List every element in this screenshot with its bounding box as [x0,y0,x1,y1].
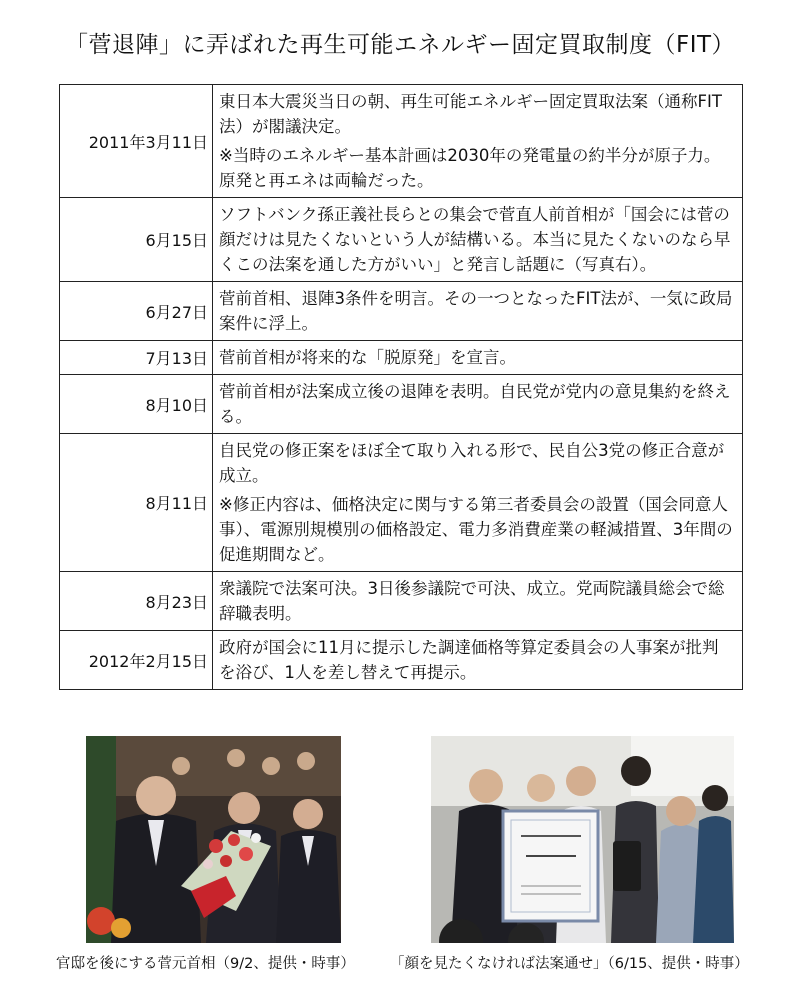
timeline-row [60,631,743,690]
page-title: 「菅退陣」に弄ばれた再生可能エネルギー固定買取制度（FIT） [64,32,736,58]
timeline-description [213,631,743,690]
photo-caption-left: 官邸を後にする菅元首相（9/2、提供・時事） [56,956,355,972]
timeline-row [60,282,743,341]
timeline-row [60,572,743,631]
timeline-row [60,434,743,572]
timeline-paragraph: 菅前首相が法案成立後の退陣を表明。自民党が党内の意見集約を終える。 [219,382,731,426]
timeline-description [213,375,743,434]
timeline-date: 8月11日 [60,434,213,572]
timeline-description [213,198,743,282]
timeline-date: 6月27日 [60,282,213,341]
timeline-paragraph: 菅前首相、退陣3条件を明言。その一つとなったFIT法が、一気に政局案件に浮上。 [219,289,733,333]
photo-kan-son-meeting [431,736,734,943]
timeline-description [213,572,743,631]
timeline-description [213,282,743,341]
photo-caption-right: 「顔を見たくなければ法案通せ」（6/15、提供・時事） [390,956,749,972]
timeline-paragraph: ソフトバンク孫正義社長らとの集会で菅直人前首相が「国会には菅の顔だけは見たくないという人が結構いる。本当に見たくないのなら早くこの法案を通した方がいい」と発言し話題に（写真右）。 [219,205,731,274]
timeline-paragraph: 衆議院で法案可決。3日後参議院で可決、成立。党両院議員総会で総辞職表明。 [219,579,725,623]
timeline-date: 8月23日 [60,572,213,631]
timeline-row [60,198,743,282]
timeline-date: 2011年3月11日 [60,85,213,198]
timeline-paragraph: ※当時のエネルギー基本計画は2030年の発電量の約半分が原子力。原発と再エネは両輪だった。 [219,146,721,190]
timeline-paragraph: ※修正内容は、価格決定に関与する第三者委員会の設置（国会同意人事）、電源別規模別の価格設定、電力多消費産業の軽減措置、3年間の促進期間など。 [219,495,733,564]
timeline-date: 7月13日 [60,341,213,375]
timeline-paragraph: 菅前首相が将来的な「脱原発」を宣言。 [219,348,516,367]
photo-kan-leaving-office [86,736,341,943]
timeline-row [60,341,743,375]
timeline-description [213,434,743,572]
timeline-row [60,375,743,434]
timeline-date: 2012年2月15日 [60,631,213,690]
timeline-description [213,341,743,375]
timeline-date: 6月15日 [60,198,213,282]
timeline-table [59,84,743,690]
timeline-description [213,85,743,198]
timeline-date: 8月10日 [60,375,213,434]
timeline-row [60,85,743,198]
timeline-paragraph: 自民党の修正案をほぼ全て取り入れる形で、民自公3党の修正合意が成立。 [219,441,725,485]
timeline-paragraph: 政府が国会に11月に提示した調達価格等算定委員会の人事案が批判を浴び、1人を差し替えて再提示。 [219,638,719,682]
timeline-paragraph: 東日本大震災当日の朝、再生可能エネルギー固定買取法案（通称FIT法）が閣議決定。 [219,92,722,136]
